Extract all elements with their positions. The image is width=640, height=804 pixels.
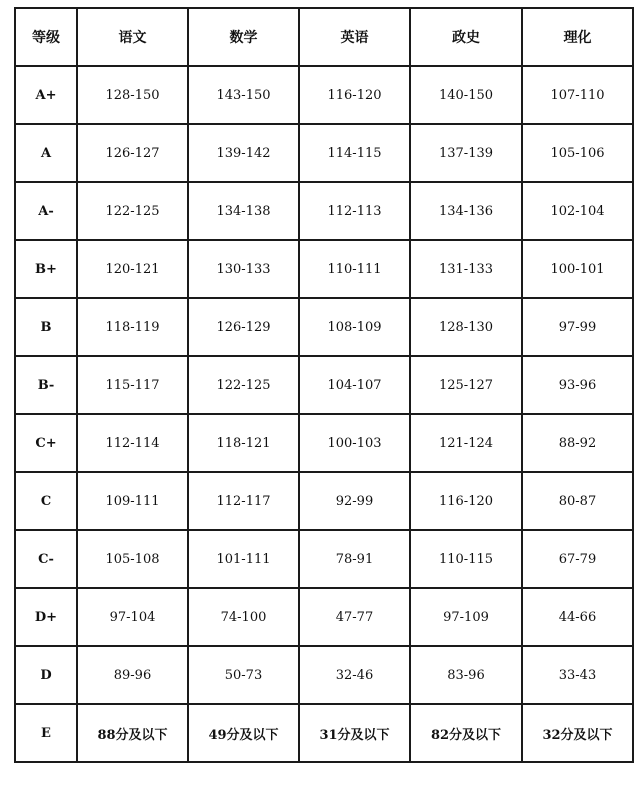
header-chinese: 语文 — [77, 8, 188, 66]
cell-grade: A — [15, 124, 77, 182]
cell-grade: E — [15, 704, 77, 762]
table-header-row — [15, 8, 633, 66]
table-row — [15, 472, 633, 530]
table-row — [15, 704, 633, 762]
cell-grade: C — [15, 472, 77, 530]
cell-math: 139-142 — [188, 124, 299, 182]
cell-politics-history: 116-120 — [410, 472, 522, 530]
cell-english: 47-77 — [299, 588, 410, 646]
cell-math: 50-73 — [188, 646, 299, 704]
cell-politics-history: 82分及以下 — [410, 704, 522, 762]
cell-politics-history: 128-130 — [410, 298, 522, 356]
cell-english: 116-120 — [299, 66, 410, 124]
cell-physics-chemistry: 102-104 — [522, 182, 633, 240]
cell-physics-chemistry: 44-66 — [522, 588, 633, 646]
cell-politics-history: 137-139 — [410, 124, 522, 182]
cell-english: 78-91 — [299, 530, 410, 588]
cell-math: 101-111 — [188, 530, 299, 588]
table-row — [15, 530, 633, 588]
cell-politics-history: 110-115 — [410, 530, 522, 588]
table-row — [15, 66, 633, 124]
header-physics-chemistry: 理化 — [522, 8, 633, 66]
cell-physics-chemistry: 107-110 — [522, 66, 633, 124]
header-grade: 等级 — [15, 8, 77, 66]
cell-english: 112-113 — [299, 182, 410, 240]
table-row — [15, 588, 633, 646]
table-row — [15, 356, 633, 414]
cell-grade: D+ — [15, 588, 77, 646]
table-row — [15, 124, 633, 182]
cell-chinese: 97-104 — [77, 588, 188, 646]
cell-grade: C+ — [15, 414, 77, 472]
cell-politics-history: 140-150 — [410, 66, 522, 124]
cell-politics-history: 83-96 — [410, 646, 522, 704]
header-math: 数学 — [188, 8, 299, 66]
cell-physics-chemistry: 93-96 — [522, 356, 633, 414]
cell-chinese: 128-150 — [77, 66, 188, 124]
cell-chinese: 112-114 — [77, 414, 188, 472]
cell-chinese: 88分及以下 — [77, 704, 188, 762]
cell-math: 49分及以下 — [188, 704, 299, 762]
cell-math: 130-133 — [188, 240, 299, 298]
cell-physics-chemistry: 33-43 — [522, 646, 633, 704]
cell-grade: B+ — [15, 240, 77, 298]
cell-chinese: 126-127 — [77, 124, 188, 182]
header-politics-history: 政史 — [410, 8, 522, 66]
cell-english: 114-115 — [299, 124, 410, 182]
cell-math: 122-125 — [188, 356, 299, 414]
cell-math: 74-100 — [188, 588, 299, 646]
cell-english: 32-46 — [299, 646, 410, 704]
cell-math: 112-117 — [188, 472, 299, 530]
cell-physics-chemistry: 80-87 — [522, 472, 633, 530]
cell-grade: D — [15, 646, 77, 704]
cell-english: 92-99 — [299, 472, 410, 530]
cell-english: 104-107 — [299, 356, 410, 414]
cell-grade: B — [15, 298, 77, 356]
cell-chinese: 120-121 — [77, 240, 188, 298]
table-row — [15, 182, 633, 240]
cell-chinese: 118-119 — [77, 298, 188, 356]
cell-physics-chemistry: 32分及以下 — [522, 704, 633, 762]
cell-grade: A- — [15, 182, 77, 240]
cell-politics-history: 125-127 — [410, 356, 522, 414]
cell-english: 110-111 — [299, 240, 410, 298]
table-row — [15, 414, 633, 472]
cell-chinese: 105-108 — [77, 530, 188, 588]
table-row — [15, 298, 633, 356]
cell-chinese: 122-125 — [77, 182, 188, 240]
header-english: 英语 — [299, 8, 410, 66]
table-row — [15, 240, 633, 298]
table-row — [15, 646, 633, 704]
cell-politics-history: 131-133 — [410, 240, 522, 298]
cell-chinese: 115-117 — [77, 356, 188, 414]
cell-english: 100-103 — [299, 414, 410, 472]
cell-grade: C- — [15, 530, 77, 588]
cell-english: 108-109 — [299, 298, 410, 356]
cell-grade: A+ — [15, 66, 77, 124]
cell-math: 126-129 — [188, 298, 299, 356]
table-body — [15, 66, 633, 762]
cell-math: 143-150 — [188, 66, 299, 124]
cell-politics-history: 97-109 — [410, 588, 522, 646]
cell-chinese: 109-111 — [77, 472, 188, 530]
cell-math: 118-121 — [188, 414, 299, 472]
cell-physics-chemistry: 105-106 — [522, 124, 633, 182]
cell-grade: B- — [15, 356, 77, 414]
cell-physics-chemistry: 88-92 — [522, 414, 633, 472]
cell-chinese: 89-96 — [77, 646, 188, 704]
cell-english: 31分及以下 — [299, 704, 410, 762]
cell-math: 134-138 — [188, 182, 299, 240]
cell-politics-history: 121-124 — [410, 414, 522, 472]
grade-score-table — [14, 7, 634, 763]
cell-physics-chemistry: 97-99 — [522, 298, 633, 356]
cell-physics-chemistry: 67-79 — [522, 530, 633, 588]
cell-physics-chemistry: 100-101 — [522, 240, 633, 298]
cell-politics-history: 134-136 — [410, 182, 522, 240]
